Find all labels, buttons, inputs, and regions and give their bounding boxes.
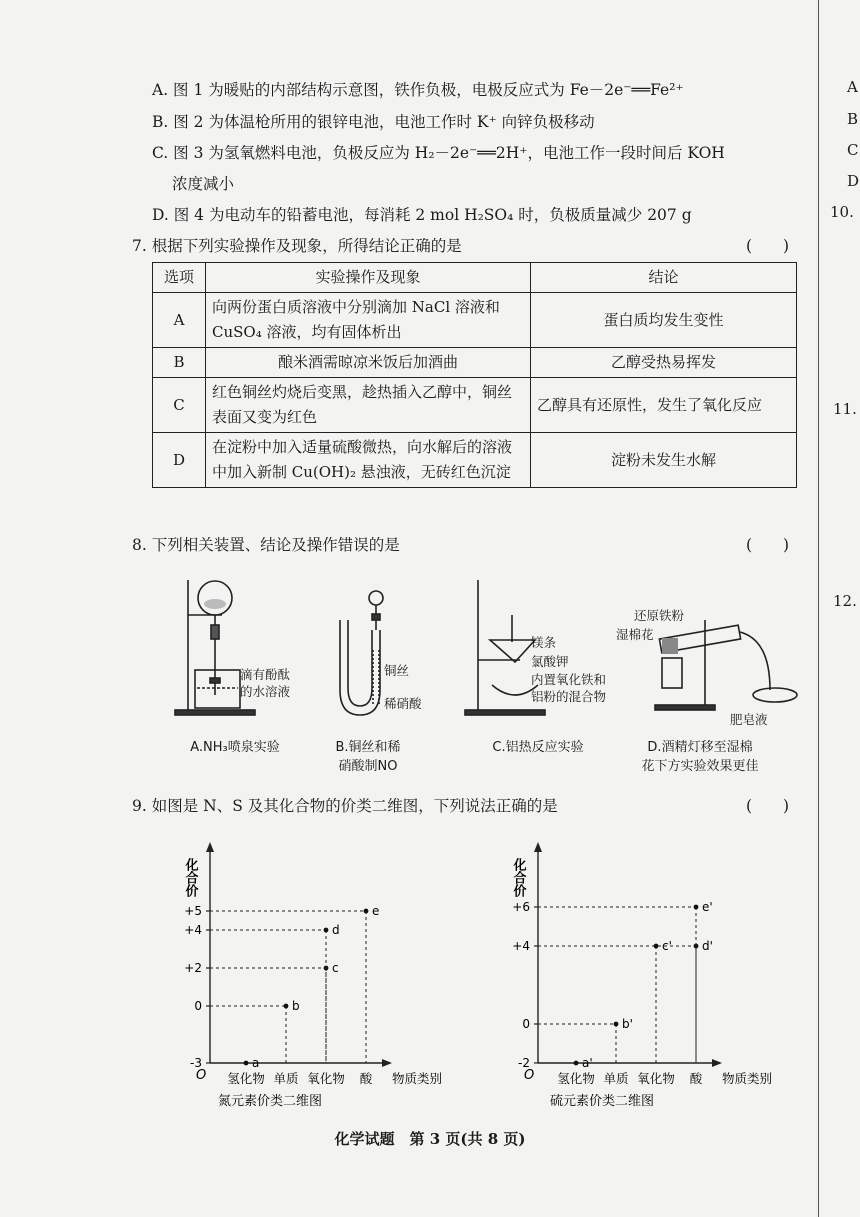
y-tick-label: +2 <box>184 961 202 975</box>
y-tick-label: +4 <box>512 939 530 953</box>
data-point-label: b' <box>622 1017 633 1031</box>
margin-question-number: 12. <box>833 592 857 610</box>
chart-title: 氮元素价类二维图 <box>217 1094 323 1109</box>
column-divider <box>818 0 819 1217</box>
q9-answer-paren: ( ) <box>746 797 790 815</box>
margin-letter: D <box>847 172 860 190</box>
margin-question-number: 11. <box>833 400 857 418</box>
data-point-label: d <box>332 923 340 937</box>
q7-answer-paren: ( ) <box>746 237 790 255</box>
margin-letter: A <box>847 78 858 96</box>
table-cell-operation: 红色铜丝灼烧后变黑，趁热插入乙醇中，铜丝表面又变为红色 <box>206 378 531 433</box>
x-category-label: 单质 <box>603 1071 629 1086</box>
table-header-row <box>153 263 797 293</box>
q8-apparatus-figure <box>160 570 800 730</box>
apparatus-b-u-tube <box>340 591 383 715</box>
margin-letter: B <box>847 110 859 128</box>
label-copper-wire: 铜丝 <box>384 663 410 678</box>
data-point-label: c <box>332 961 339 975</box>
q6-option-c-cont: 浓度减小 <box>172 175 235 193</box>
label-reduced-iron-powder: 还原铁粉 <box>634 608 685 623</box>
data-point-label: c' <box>662 939 672 953</box>
q6-option-c: C. 图 3 为氢氧燃料电池，负极反应为 H₂－2e⁻══2H⁺，电池工作一段时间后 KOH <box>152 144 725 162</box>
q8-answer-paren: ( ) <box>746 536 790 554</box>
table-row <box>153 433 797 488</box>
data-point-label: e' <box>702 900 713 914</box>
y-axis-arrow <box>206 842 214 852</box>
table-header: 实验操作及现象 <box>206 263 531 293</box>
x-axis-arrow <box>382 1059 392 1067</box>
x-axis-arrow <box>712 1059 722 1067</box>
table-cell-operation: 酿米酒需晾凉米饭后加酒曲 <box>206 348 531 378</box>
y-tick-label: -2 <box>518 1056 530 1070</box>
y-tick-label: +4 <box>184 923 202 937</box>
table-cell-operation: 向两份蛋白质溶液中分别滴加 NaCl 溶液和 CuSO₄ 溶液，均有固体析出 <box>206 293 531 348</box>
apparatus-d-iron-steam <box>655 620 797 710</box>
q6-option-a: A. 图 1 为暖贴的内部结构示意图，铁作负极，电极反应式为 Fe－2e⁻══Fe²⁺ <box>152 81 684 99</box>
label-phenolphthalein-solution: 滴有酚酞 的水溶液 <box>240 667 291 699</box>
y-tick-label: 0 <box>194 999 202 1013</box>
data-point-label: e <box>372 904 380 918</box>
caption-a: A.NH₃喷泉实验 <box>190 740 280 755</box>
caption-c: C.铝热反应实验 <box>492 740 584 755</box>
table-cell-conclusion: 乙醇具有还原性，发生了氧化反应 <box>531 378 797 433</box>
q6-option-d: D. 图 4 为电动车的铅蓄电池，每消耗 2 mol H₂SO₄ 时，负极质量减少 207 g <box>152 206 692 224</box>
data-point-label: a <box>252 1056 260 1070</box>
x-category-label: 酸 <box>689 1071 703 1086</box>
q6-option-b: B. 图 2 为体温枪所用的银锌电池，电池工作时 K⁺ 向锌负极移动 <box>152 113 595 131</box>
data-point <box>284 1004 289 1009</box>
table-cell-conclusion: 乙醇受热易挥发 <box>531 348 797 378</box>
y-tick-label: +6 <box>512 900 530 914</box>
table-cell-operation: 在淀粉中加入适量硫酸微热，向水解后的溶液中加入新制 Cu(OH)₂ 悬浊液，无砖红色沉淀 <box>206 433 531 488</box>
data-point <box>244 1061 249 1066</box>
data-point-label: b <box>292 999 300 1013</box>
sulfur-valence-chart <box>490 828 800 1128</box>
table-cell-conclusion: 蛋白质均发生变性 <box>531 293 797 348</box>
data-point <box>574 1061 579 1066</box>
data-point <box>614 1022 619 1027</box>
origin-label: O <box>524 1068 535 1083</box>
data-point-label: a' <box>582 1056 593 1070</box>
x-axis-label: 物质类别 <box>722 1071 773 1086</box>
chart-title: 硫元素价类二维图 <box>549 1094 655 1109</box>
y-tick-label: 0 <box>522 1017 530 1031</box>
table-cell-option: A <box>153 293 206 348</box>
caption-d: D.酒精灯移至湿棉 花下方实验效果更佳 <box>641 740 759 774</box>
data-point <box>364 909 369 914</box>
table-cell-option: B <box>153 348 206 378</box>
table-header: 结论 <box>531 263 797 293</box>
x-category-label: 氧化物 <box>307 1071 345 1086</box>
x-category-label: 氢化物 <box>557 1071 595 1086</box>
table-row <box>153 348 797 378</box>
y-tick-label: -3 <box>190 1056 202 1070</box>
margin-question-number: 10. <box>830 203 854 221</box>
label-potassium-chlorate: 氯酸钾 <box>531 654 569 669</box>
q7-table <box>152 262 797 488</box>
label-dilute-nitric-acid: 稀硝酸 <box>384 696 422 711</box>
x-category-label: 酸 <box>359 1071 373 1086</box>
y-axis-label: 化合价 <box>182 858 198 897</box>
page-footer: 化学试题 第 3 页(共 8 页) <box>334 1130 526 1148</box>
y-axis-label: 化合价 <box>510 858 526 897</box>
label-wet-cotton: 湿棉花 <box>616 627 654 642</box>
q8-stem: 8. 下列相关装置、结论及操作错误的是 <box>132 536 400 554</box>
q7-stem: 7. 根据下列实验操作及现象，所得结论正确的是 <box>132 237 462 255</box>
x-axis-label: 物质类别 <box>392 1071 443 1086</box>
table-cell-conclusion: 淀粉未发生水解 <box>531 433 797 488</box>
margin-letter: C <box>847 141 859 159</box>
origin-label: O <box>196 1068 207 1083</box>
table-cell-option: D <box>153 433 206 488</box>
table-row <box>153 293 797 348</box>
x-category-label: 氢化物 <box>227 1071 265 1086</box>
data-point <box>324 928 329 933</box>
data-point <box>694 905 699 910</box>
nitrogen-valence-chart <box>170 828 470 1128</box>
x-category-label: 氧化物 <box>637 1071 675 1086</box>
x-category-label: 单质 <box>273 1071 299 1086</box>
y-tick-label: +5 <box>184 904 202 918</box>
caption-b: B.铜丝和稀 硝酸制NO <box>335 740 401 774</box>
table-row <box>153 378 797 433</box>
table-header: 选项 <box>153 263 206 293</box>
q9-stem: 9. 如图是 N、S 及其化合物的价类二维图，下列说法正确的是 <box>132 797 558 815</box>
label-magnesium-ribbon: 镁条 <box>531 635 557 650</box>
label-soap-solution: 肥皂液 <box>730 712 768 727</box>
data-point-label: d' <box>702 939 713 953</box>
label-thermite-mixture: 内置氧化铁和 铝粉的混合物 <box>531 672 607 704</box>
table-cell-option: C <box>153 378 206 433</box>
y-axis-arrow <box>534 842 542 852</box>
